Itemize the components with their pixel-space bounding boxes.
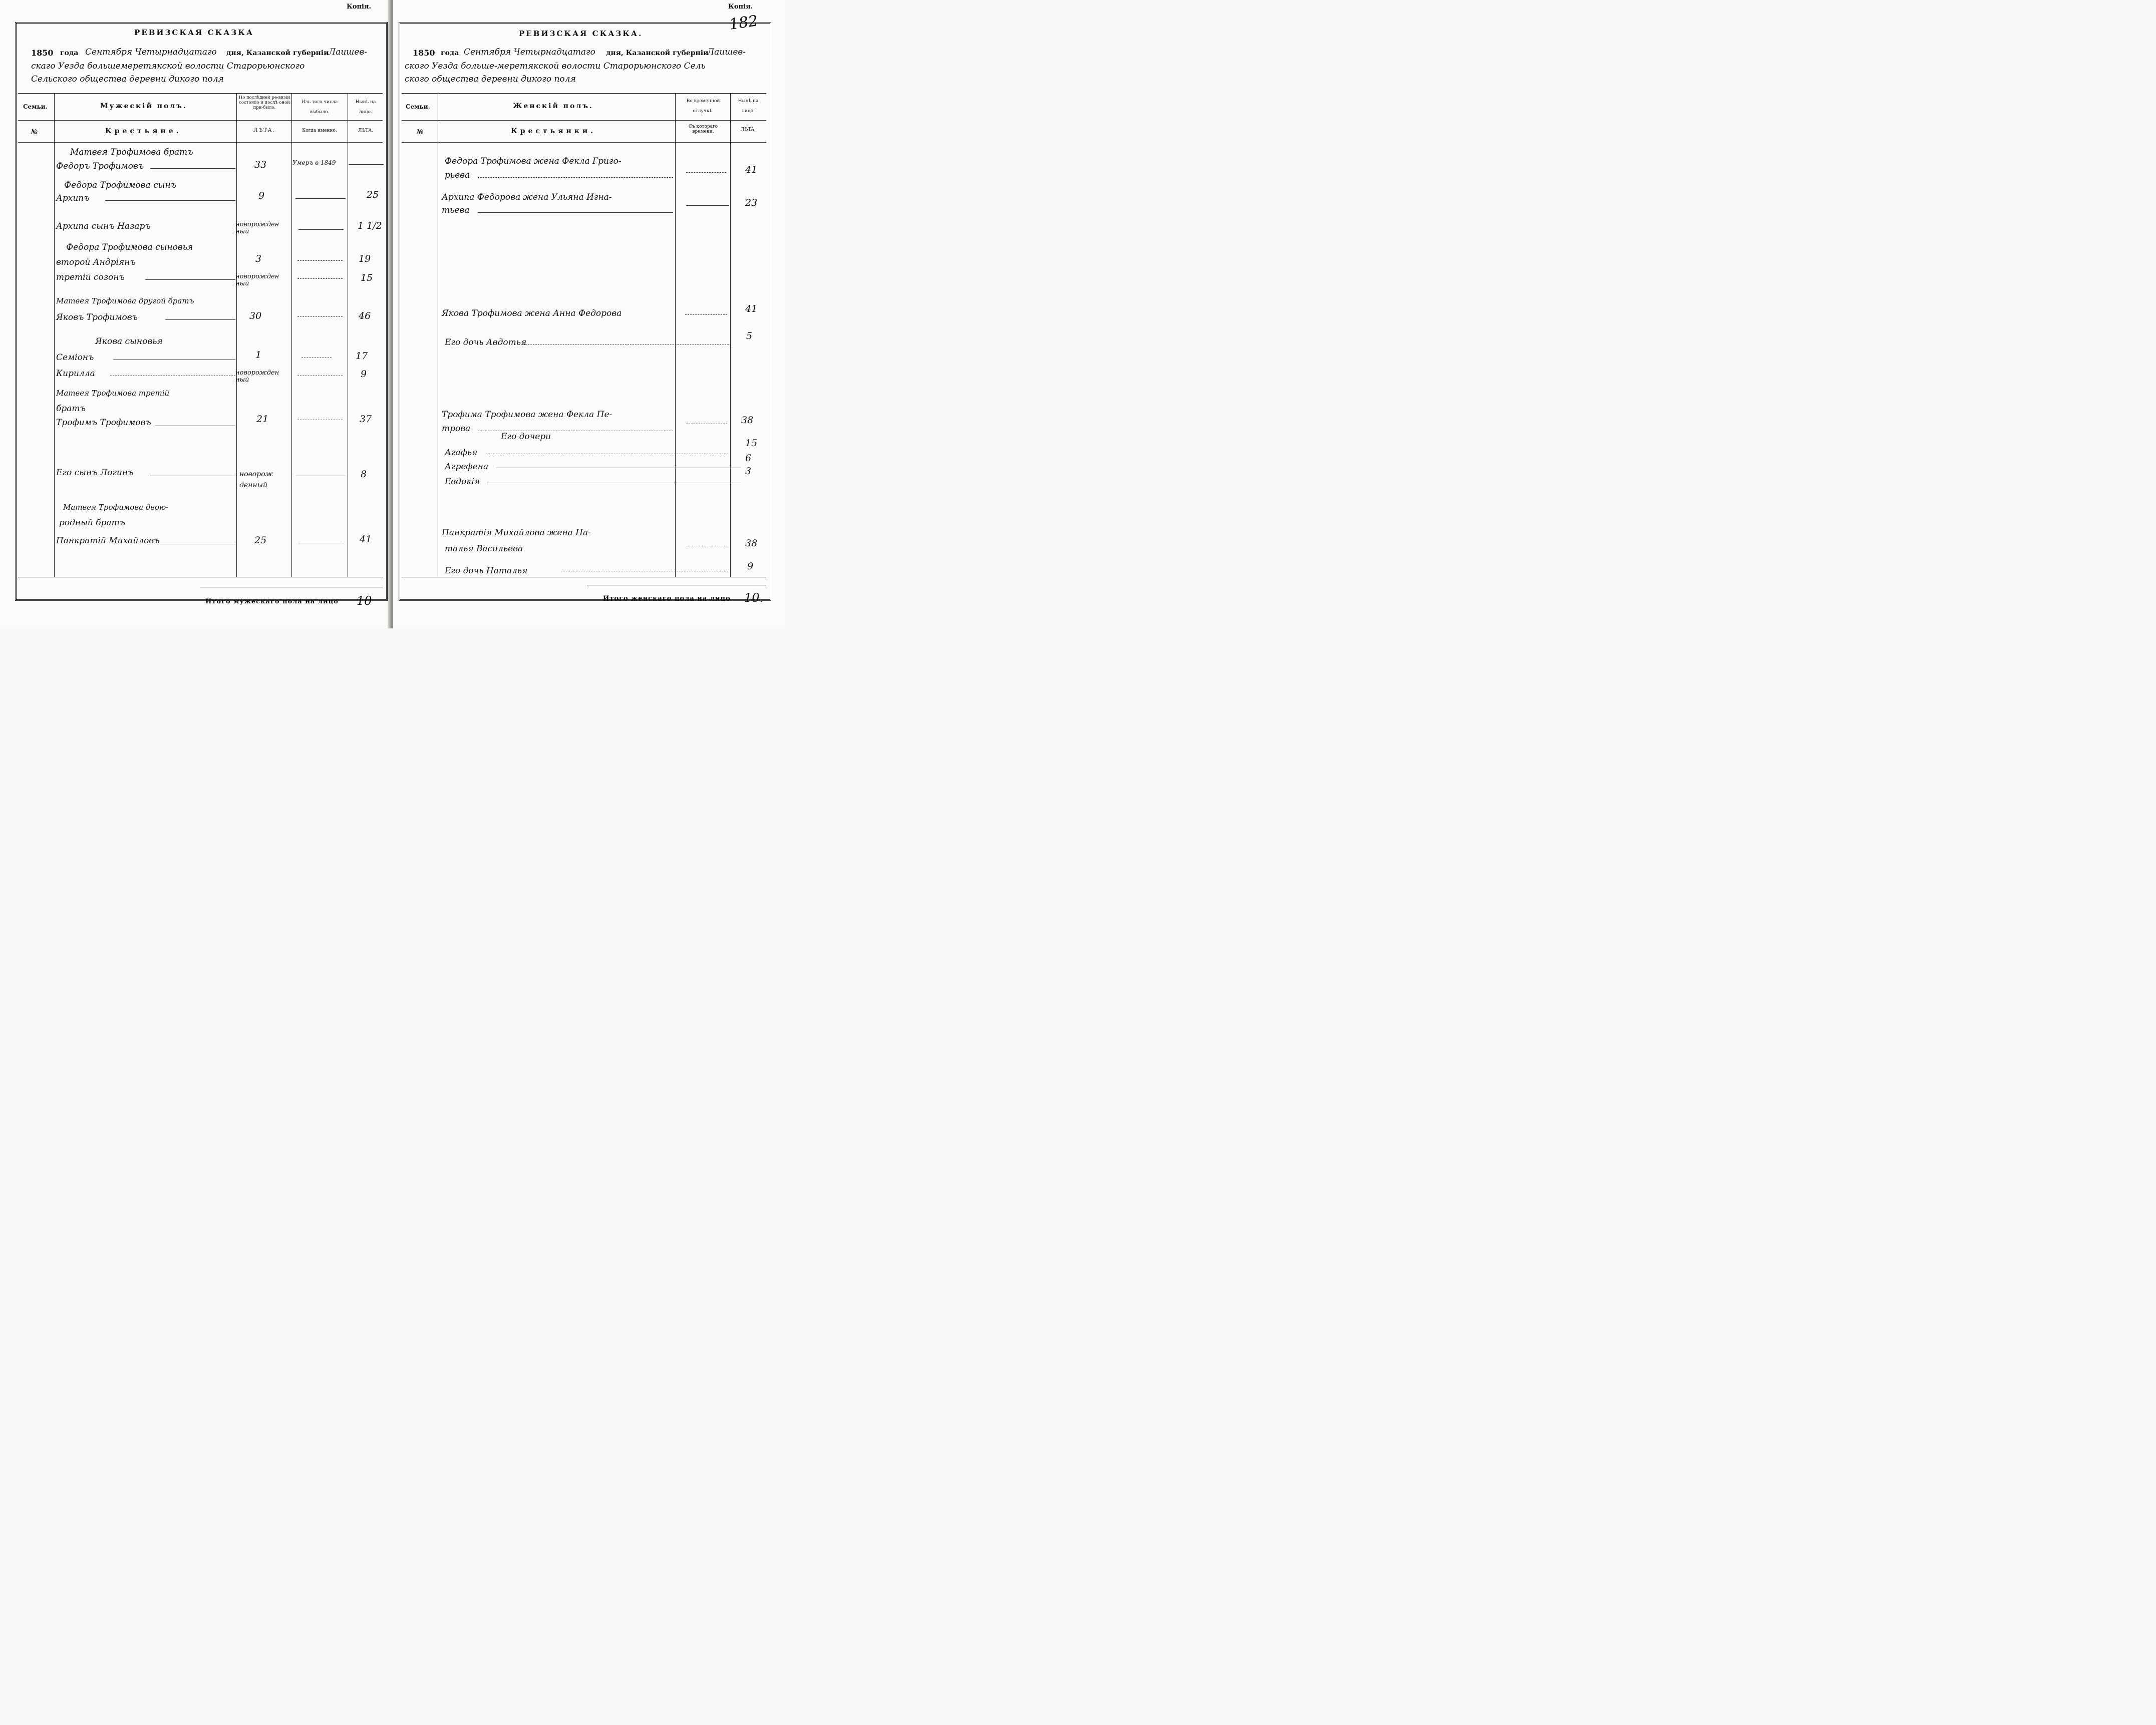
entry-text: Трофима Трофимова жена Фекла Пе- — [442, 410, 612, 420]
entry-text: Федора Трофимова жена Фекла Григо- — [445, 156, 622, 166]
total-label: Итого мужескаго пола на лицо — [205, 598, 339, 605]
row-number: № — [31, 128, 38, 135]
fill-line — [478, 212, 673, 213]
entry-text: Трофимъ Трофимовъ — [56, 418, 151, 428]
fill-line — [297, 316, 343, 317]
total-value: 10 — [357, 594, 372, 608]
entry-text: Панкратія Михайлова жена На- — [442, 528, 591, 538]
entry-text: второй Андріянъ — [56, 257, 136, 267]
total-value: 10. — [744, 591, 764, 605]
intro-province: дня, Казанской губерніи — [226, 49, 329, 57]
row-years2: ЛѢТА. — [358, 128, 374, 133]
kopia-label: Копія. — [728, 3, 753, 11]
intro-label: года — [441, 49, 459, 57]
entry-text: Якова Трофимова жена Анна Федорова — [442, 308, 622, 318]
entry-text: Кирилла — [56, 369, 95, 379]
fill-line — [298, 229, 344, 230]
col-divider — [730, 93, 731, 577]
entry-text: талья Васильева — [445, 544, 523, 554]
intro-date: Сентября Четырнадцатаго — [464, 47, 595, 57]
row-peasants: Крестьяне. — [105, 127, 182, 135]
rule — [18, 93, 383, 94]
left-page — [0, 0, 391, 628]
fill-line — [145, 279, 235, 280]
entry-text: Матвея Трофимова третій — [56, 389, 170, 398]
entry-text: Архипъ — [56, 193, 90, 203]
entry-now: 5 — [746, 330, 753, 341]
fill-line — [297, 260, 343, 261]
entry-now: 9 — [747, 561, 754, 572]
rule — [18, 120, 383, 121]
year: 1850 — [413, 48, 435, 58]
entry-text: третій созонъ — [56, 272, 125, 282]
entry-now: 17 — [356, 351, 368, 362]
row-since: Съ котораго времени. — [688, 124, 718, 134]
fill-line — [297, 278, 343, 279]
col-divider — [236, 93, 237, 577]
col-divider — [54, 93, 55, 577]
entry-text: Федоръ Трофимовъ — [56, 161, 144, 171]
fill-line — [686, 172, 726, 173]
entry-rev: новорож денный — [239, 470, 273, 489]
fill-line — [150, 168, 235, 169]
col-family: Семьи. — [23, 103, 48, 110]
entry-text: родный братъ — [59, 518, 126, 528]
intro-date: Сентября Четырнадцатаго — [85, 47, 217, 57]
entry-now: 41 — [745, 303, 758, 314]
intro-province: дня, Казанской губерніи — [606, 49, 709, 57]
intro-uezd: Лаишев- — [329, 47, 368, 57]
rule — [402, 93, 766, 94]
entry-text: братъ — [56, 404, 86, 414]
entry-text: Агрефена — [445, 462, 489, 472]
entry-rev: новорожден ный — [235, 369, 279, 384]
col-last-revision: По послѣдней ре-визіи состояло и послѣ оной при-было. — [238, 95, 290, 110]
fill-line — [686, 205, 729, 206]
entry-now: 9 — [361, 369, 367, 380]
intro-uezd: Лаишев- — [707, 47, 746, 57]
entry-text: Семіонъ — [56, 353, 94, 363]
rule — [402, 142, 766, 143]
entry-text: Панкратій Михайловъ — [56, 536, 160, 546]
entry-text: Архипа Федорова жена Ульяна Игна- — [442, 192, 612, 202]
fill-line — [478, 177, 673, 178]
entry-rev: новорожден ный — [235, 273, 279, 287]
entry-rev: 33 — [254, 159, 267, 170]
col-dropped: Изъ того числа выбыло. — [301, 100, 338, 115]
entry-now: 1 1/2 — [358, 220, 382, 231]
entry-text: Федора Трофимова сыновья — [66, 242, 193, 252]
entry-text: Его сынъ Логинъ — [56, 468, 134, 478]
intro-label: года — [60, 49, 79, 57]
entry-now: 3 — [745, 466, 752, 477]
intro-line3: Сельского общества деревни дикого поля — [31, 74, 224, 84]
fill-line — [349, 164, 384, 165]
intro-line2: ского Уезда больше-меретякской волости Старорьюнского Сель — [405, 61, 706, 71]
entry-now: 19 — [359, 253, 371, 264]
col-now: Нынѣ на лицо. — [355, 100, 376, 115]
entry-rev: 21 — [256, 414, 269, 425]
entry-text: Его дочь Авдотья — [445, 337, 527, 348]
fill-line — [523, 344, 731, 345]
form-title: РЕВИЗСКАЯ СКАЗКА. — [519, 29, 643, 38]
col-absent: Во временной отлучкѣ. — [686, 99, 720, 114]
entry-now: 38 — [741, 415, 754, 426]
row-peasants: Крестьянки. — [511, 127, 596, 135]
col-divider — [675, 93, 676, 577]
intro-line3: ского общества деревни дикого поля — [405, 74, 576, 84]
entry-text: Агафья — [445, 448, 478, 458]
rule — [402, 120, 766, 121]
entry-now: 23 — [745, 197, 758, 208]
col-divider — [291, 93, 292, 577]
entry-text: рьева — [445, 170, 470, 180]
fill-line — [685, 314, 727, 315]
entry-now: 15 — [361, 272, 373, 283]
entry-text: Якова сыновья — [95, 336, 163, 347]
entry-text: Матвея Трофимова другой братъ — [56, 296, 194, 305]
row-years: ЛѢТА. — [740, 127, 756, 132]
kopia-label: Копія. — [347, 3, 372, 11]
fill-line — [165, 319, 235, 320]
col-male: Мужескій полъ. — [100, 102, 187, 110]
entry-now: 37 — [360, 414, 372, 425]
col-now: Нынѣ на лицо. — [738, 99, 759, 114]
entry-text: Яковъ Трофимовъ — [56, 312, 138, 322]
entry-text: Матвея Трофимова братъ — [70, 147, 193, 157]
entry-text: Архипа сынъ Назаръ — [56, 221, 151, 231]
entry-when: Умеръ в 1849 — [292, 159, 336, 166]
entry-text: Матвея Трофимова двою- — [63, 503, 169, 512]
entry-rev: новорожден ный — [235, 221, 279, 235]
col-family: Семьи. — [406, 103, 430, 110]
entry-now: 41 — [360, 534, 372, 545]
entry-now: 38 — [745, 538, 758, 549]
entry-text: Евдокія — [445, 477, 480, 487]
entry-text: Его дочери — [501, 432, 551, 442]
fill-line — [295, 198, 346, 199]
intro-line2: скаго Уезда большемеретякской волости Старорьюнского — [31, 61, 305, 71]
entry-now: 25 — [367, 189, 379, 200]
entry-rev: 1 — [255, 350, 262, 361]
entry-now: 6 — [745, 453, 752, 464]
entry-rev: 30 — [249, 310, 262, 321]
right-page — [393, 0, 785, 628]
row-when: Когда именно. — [302, 128, 337, 133]
entry-now: 41 — [745, 164, 758, 175]
form-title: РЕВИЗСКАЯ СКАЗКА — [134, 28, 254, 37]
entry-now: 8 — [361, 469, 367, 480]
year: 1850 — [31, 48, 54, 58]
page-number-stamp: 182 — [728, 12, 759, 34]
row-number: № — [417, 128, 424, 135]
fill-line — [105, 200, 235, 201]
entry-rev: 9 — [258, 190, 265, 201]
entry-now: 15 — [745, 438, 758, 449]
col-female: Женскій полъ. — [513, 102, 593, 110]
entry-text: тьева — [442, 205, 470, 215]
entry-rev: 25 — [254, 535, 267, 546]
row-years: ЛѢТА. — [253, 128, 275, 133]
total-label: Итого женскаго пола на лицо — [603, 595, 731, 602]
entry-now: 46 — [359, 310, 371, 321]
entry-text: Федора Трофимова сынъ — [64, 180, 176, 190]
entry-text: трова — [442, 424, 471, 434]
entry-rev: 3 — [255, 253, 262, 264]
entry-text: Его дочь Наталья — [445, 566, 528, 576]
rule — [18, 142, 383, 143]
